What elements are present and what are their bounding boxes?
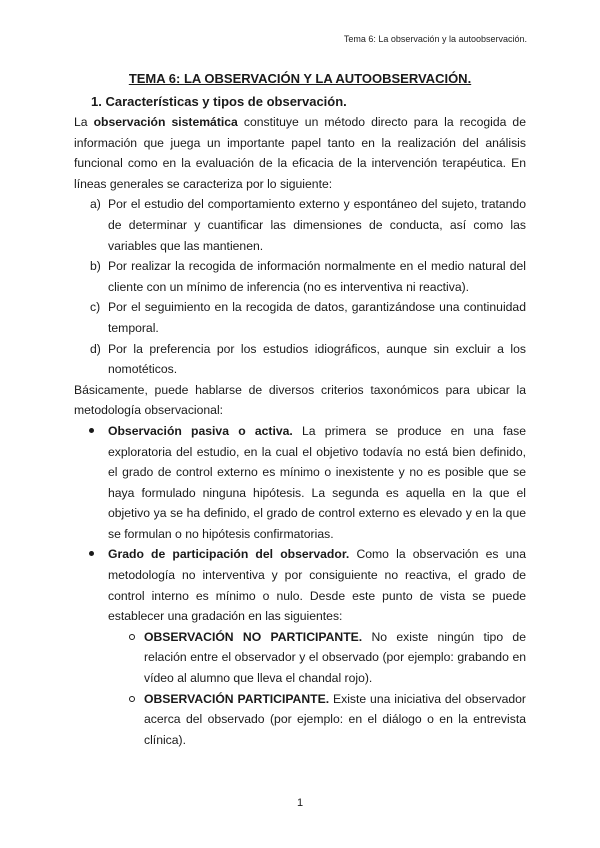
criteria-list [74,421,526,627]
bullet-icon [89,551,94,556]
list-marker: c) [90,300,101,315]
intro-post: constituye un método directo para la recogida de información que juega un importante papel tanto en la realización del análisis funcional como en la evaluación de la eficacia de la intervención terapéutica. En líneas generales se caracteriza por lo siguiente: [74,115,526,191]
page-number: 1 [296,797,304,809]
list-item-text: Por el seguimiento en la recogida de datos, garantizándose una continuidad temporal. [108,300,526,335]
subtype-title: OBSERVACIÓN PARTICIPANTE. [144,691,330,706]
list-marker: a) [90,197,101,212]
participation-sublist [74,627,526,751]
subtype-title: OBSERVACIÓN NO PARTICIPANTE. [144,629,363,644]
list-item [74,194,526,256]
list-item-text: Por realizar la recogida de información normalmente en el medio natural del cliente con un mínimo de inferencia (no es interventiva ni reactiva). [108,259,526,294]
sub-list-item [74,689,526,751]
criterion-text: Como la observación es una metodología no interventiva y por consiguiente no reactiva, el grado de control interno es mínimo o nulo. Desde este punto de vista se puede establecer una gradación en las siguientes: [108,547,526,624]
list-marker: d) [90,341,101,356]
list-item [74,339,526,380]
list-item [74,297,526,338]
body-text [74,112,526,750]
list-item-text: Por el estudio del comportamiento externo y espontáneo del sujeto, tratando de determinar y cuantificar las dimensiones de conducta, así como las variables que las mantienen. [108,197,526,253]
intro-pre: La [74,115,94,129]
characteristics-list [74,194,526,379]
hollow-bullet-icon [129,634,135,640]
page-title: TEMA 6: LA OBSERVACIÓN Y LA AUTOOBSERVACIÓN. [128,71,472,86]
intro-paragraph [74,112,526,194]
list-item-text: Por la preferencia por los estudios idiográficos, aunque sin excluir a los nomotéticos. [108,341,526,377]
section-heading: 1. Características y tipos de observación. [91,94,347,109]
hollow-bullet-icon [129,696,135,702]
list-item [74,421,526,545]
list-item [74,256,526,297]
criterion-title: Observación pasiva o activa. [108,423,293,438]
running-header: Tema 6: La observación y la autoobservación. [343,34,527,44]
list-marker: b) [90,259,101,274]
criterion-text: La primera se produce en una fase exploratoria del estudio, en la cual el objetivo todavía no está bien definido, el grado de control externo es mínimo o inexistente y no es posible que se haya formulado ninguna hipótesis. La segunda es aquella en la que el objetivo ya se ha definido, el grado de control externo es elevado y en la que se formulan o no hipótesis confirmatorias. [108,423,526,541]
criteria-intro-paragraph: Básicamente, puede hablarse de diversos criterios taxonómicos para ubicar la metodología observacional: [74,382,526,418]
intro-bold-term: observación sistemática [93,115,238,129]
list-item [74,544,526,626]
bullet-icon [89,428,94,433]
sub-list-item [74,627,526,689]
criterion-title: Grado de participación del observador. [108,547,350,562]
subtype-text: No existe ningún tipo de relación entre el observador y el observado (por ejemplo: grabando en vídeo al alumno que lleva el chandal rojo). [144,629,526,686]
subtype-text: Existe una iniciativa del observador acerca del observado (por ejemplo: en el diálogo o en la entrevista clínica). [144,691,526,747]
